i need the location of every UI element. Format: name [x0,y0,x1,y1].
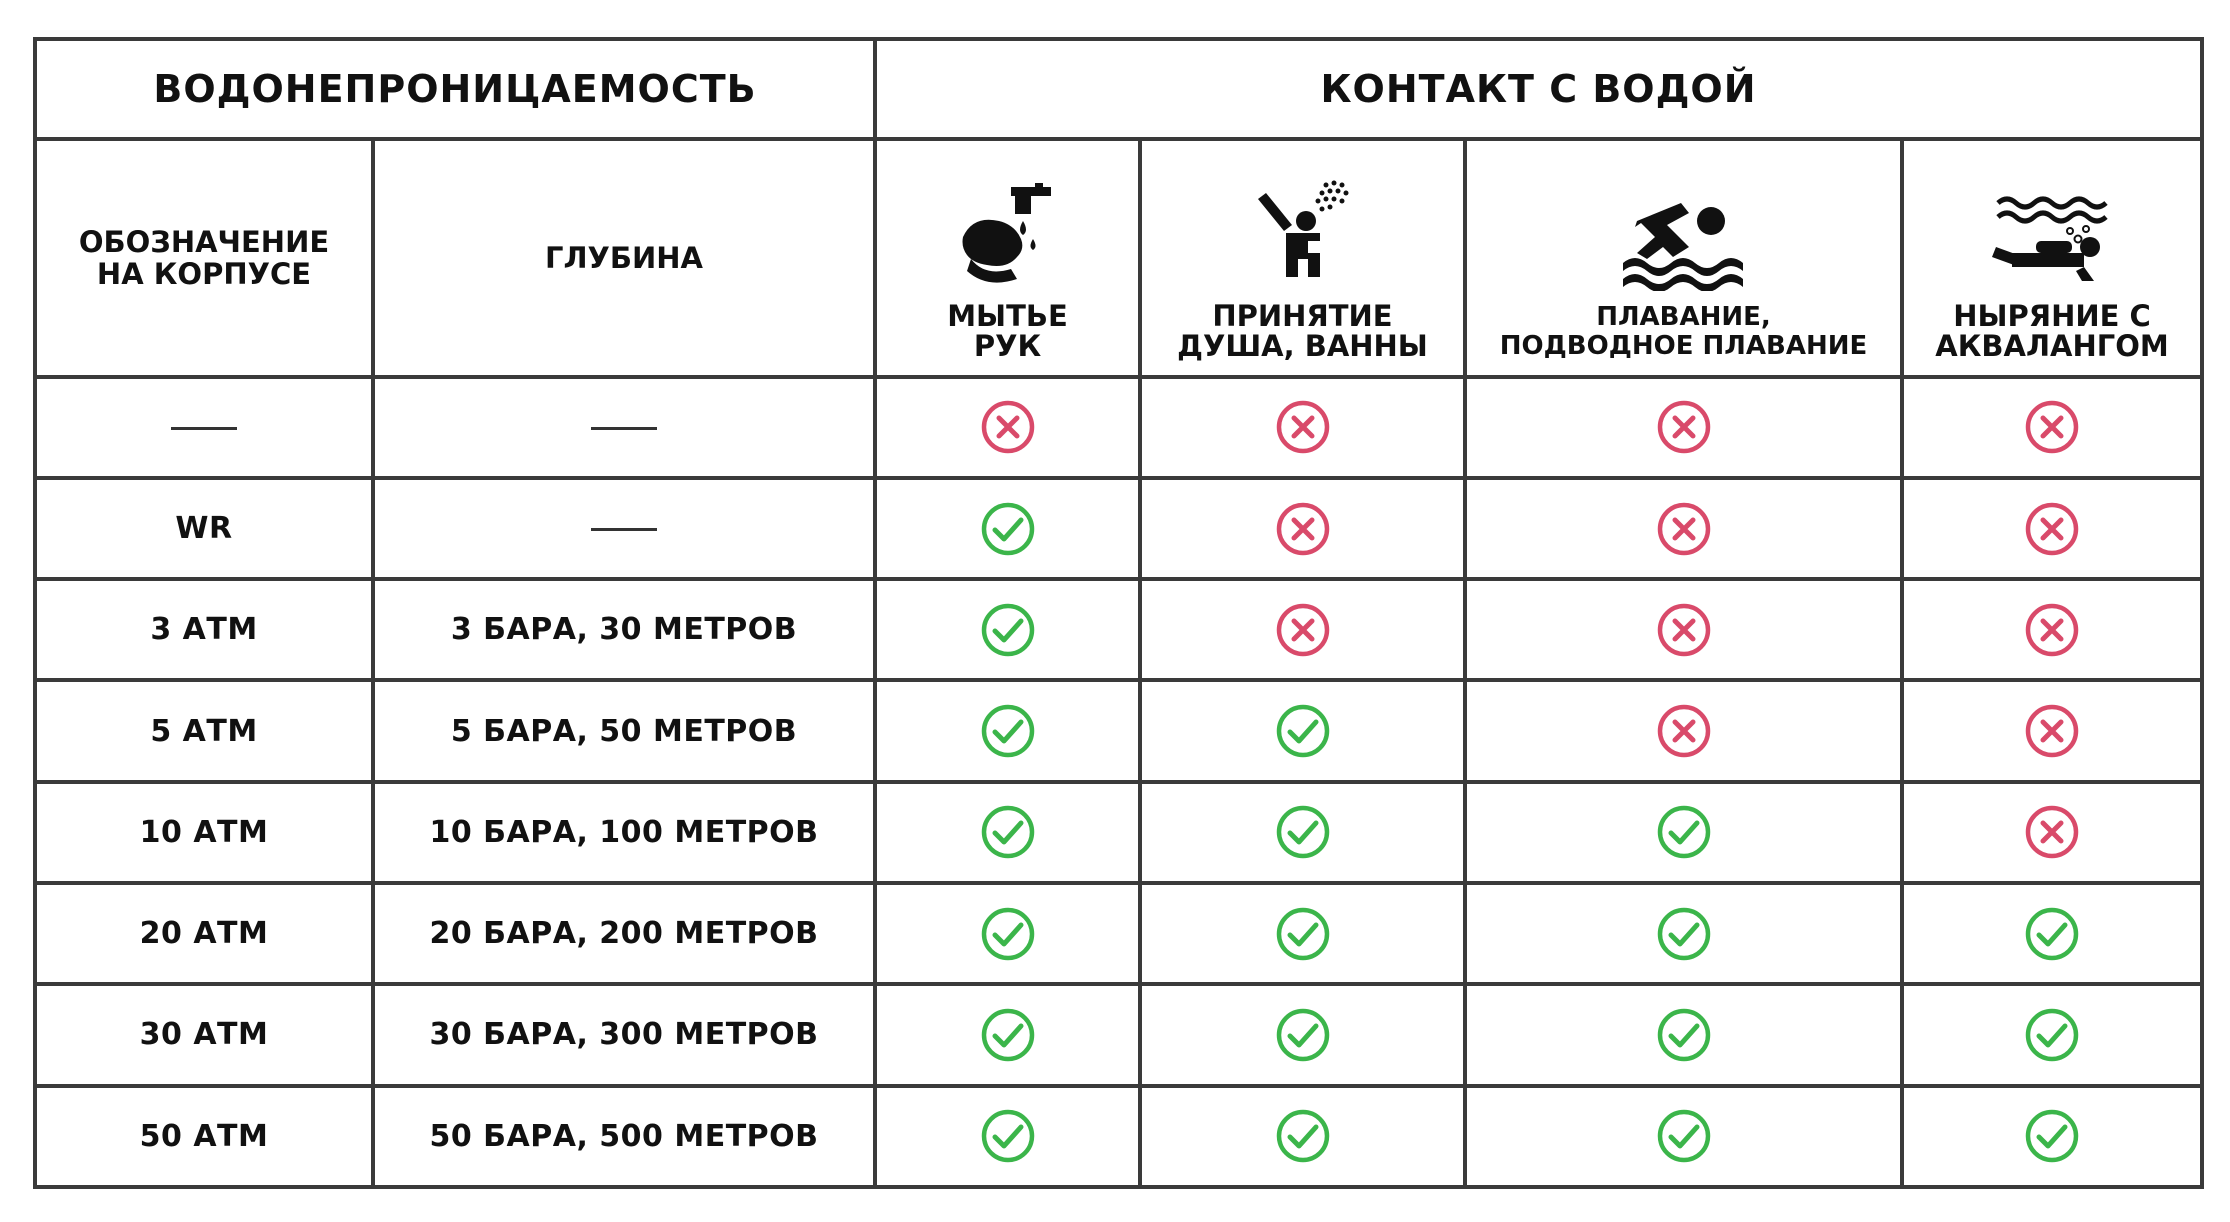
activity-status-cell [1465,984,1902,1085]
check-icon [1275,906,1331,962]
depth-header: ГЛУБИНА [373,139,875,376]
check-icon [1275,1108,1331,1164]
case-marking-cell [35,883,373,984]
table-row [35,680,2202,781]
case-marking-cell [35,680,373,781]
check-icon [980,1007,1036,1063]
shower-icon [1248,179,1358,289]
water-resistance-table [33,37,2204,1189]
case-marking-cell [35,782,373,883]
activity-status-cell [1465,478,1902,579]
depth-cell [373,883,875,984]
depth-value: 30 БАРА, 300 МЕТРОВ [429,1017,819,1053]
depth-value: 10 БАРА, 100 МЕТРОВ [429,814,819,850]
case-marking-header-line2: НА КОРПУСЕ [96,256,312,291]
activity-header-hand-washing [875,139,1140,376]
depth-cell [373,782,875,883]
main-header-row [35,39,2202,139]
activity-status-cell [1902,883,2202,984]
table-row [35,883,2202,984]
activity-status-cell [875,782,1140,883]
depth-cell [373,478,875,579]
case-marking-value: 3 АТМ [150,612,258,648]
check-icon [1656,804,1712,860]
depth-cell [373,579,875,680]
depth-value: 3 БАРА, 30 МЕТРОВ [450,612,798,648]
activity-status-cell [1902,680,2202,781]
activity-status-cell [1140,984,1465,1085]
check-icon [1275,804,1331,860]
activity-status-cell [1902,377,2202,478]
check-icon [980,703,1036,759]
depth-cell [373,984,875,1085]
case-marking-cell [35,984,373,1085]
table-row [35,377,2202,478]
water-contact-title: КОНТАКТ С ВОДОЙ [875,39,2202,139]
activity-header-swimming [1465,139,1902,376]
activity-status-cell [875,984,1140,1085]
table-row [35,782,2202,883]
swimming-icon [1619,191,1749,291]
case-marking-value: 10 АТМ [139,814,269,850]
water-resistance-title: ВОДОНЕПРОНИЦАЕМОСТЬ [35,39,875,139]
activity-status-cell [1140,680,1465,781]
cross-icon [2024,602,2080,658]
case-marking-header-line1: ОБОЗНАЧЕНИЕ [78,224,330,259]
cross-icon [1656,399,1712,455]
activity-status-cell [1902,782,2202,883]
activity-status-cell [1465,782,1902,883]
activity-status-cell [1140,883,1465,984]
case-marking-value: 50 АТМ [139,1118,269,1154]
activity-label-shower: ПРИНЯТИЕ ДУША, ВАННЫ [1177,298,1428,363]
check-icon [980,906,1036,962]
case-marking-cell [35,377,373,478]
activity-status-cell [1902,478,2202,579]
check-icon [2024,906,2080,962]
cross-icon [1275,399,1331,455]
activity-label-swimming: ПЛАВАНИЕ, ПОДВОДНОЕ ПЛАВАНИЕ [1499,301,1868,361]
water-resistance-table-wrap [33,37,2200,1189]
check-icon [2024,1007,2080,1063]
check-icon [1275,703,1331,759]
activity-status-cell [1902,579,2202,680]
activity-header-scuba [1902,139,2202,376]
depth-cell [373,1086,875,1187]
check-icon [1656,1007,1712,1063]
case-marking-header [35,139,373,376]
check-icon [980,804,1036,860]
depth-cell [373,680,875,781]
activity-status-cell [875,478,1140,579]
scuba-diving-icon [1992,189,2112,289]
sub-header-row [35,139,2202,376]
activity-status-cell [875,377,1140,478]
activity-status-cell [1465,377,1902,478]
dash-placeholder [591,528,657,531]
depth-value: 5 БАРА, 50 МЕТРОВ [450,713,798,749]
check-icon [980,1108,1036,1164]
activity-status-cell [1902,1086,2202,1187]
case-marking-cell [35,478,373,579]
activity-status-cell [1465,1086,1902,1187]
cross-icon [1656,703,1712,759]
cross-icon [1275,602,1331,658]
check-icon [1656,906,1712,962]
depth-cell [373,377,875,478]
check-icon [1275,1007,1331,1063]
table-row [35,984,2202,1085]
check-icon [2024,1108,2080,1164]
hand-washing-icon [953,179,1063,289]
check-icon [980,501,1036,557]
activity-status-cell [1465,680,1902,781]
cross-icon [1656,501,1712,557]
dash-placeholder [591,427,657,430]
activity-status-cell [875,579,1140,680]
activity-label-scuba: НЫРЯНИЕ С АКВАЛАНГОМ [1935,298,2169,363]
activity-status-cell [1140,377,1465,478]
activity-status-cell [1465,579,1902,680]
table-row [35,478,2202,579]
cross-icon [1656,602,1712,658]
cross-icon [2024,399,2080,455]
depth-value: 20 БАРА, 200 МЕТРОВ [429,916,819,952]
activity-status-cell [875,883,1140,984]
activity-status-cell [1140,782,1465,883]
case-marking-value: 20 АТМ [139,916,269,952]
activity-status-cell [1902,984,2202,1085]
activity-header-shower [1140,139,1465,376]
cross-icon [2024,703,2080,759]
cross-icon [1275,501,1331,557]
activity-status-cell [875,1086,1140,1187]
cross-icon [980,399,1036,455]
depth-value: 50 БАРА, 500 МЕТРОВ [429,1118,819,1154]
activity-label-hand-washing: МЫТЬЕ РУК [947,298,1068,363]
activity-status-cell [1140,478,1465,579]
case-marking-value: WR [175,511,233,547]
cross-icon [2024,804,2080,860]
activity-status-cell [875,680,1140,781]
table-row [35,1086,2202,1187]
dash-placeholder [171,427,237,430]
case-marking-value: 30 АТМ [139,1017,269,1053]
case-marking-value: 5 АТМ [150,713,258,749]
cross-icon [2024,501,2080,557]
activity-status-cell [1140,579,1465,680]
check-icon [980,602,1036,658]
case-marking-cell [35,1086,373,1187]
table-row [35,579,2202,680]
activity-status-cell [1140,1086,1465,1187]
check-icon [1656,1108,1712,1164]
case-marking-cell [35,579,373,680]
activity-status-cell [1465,883,1902,984]
